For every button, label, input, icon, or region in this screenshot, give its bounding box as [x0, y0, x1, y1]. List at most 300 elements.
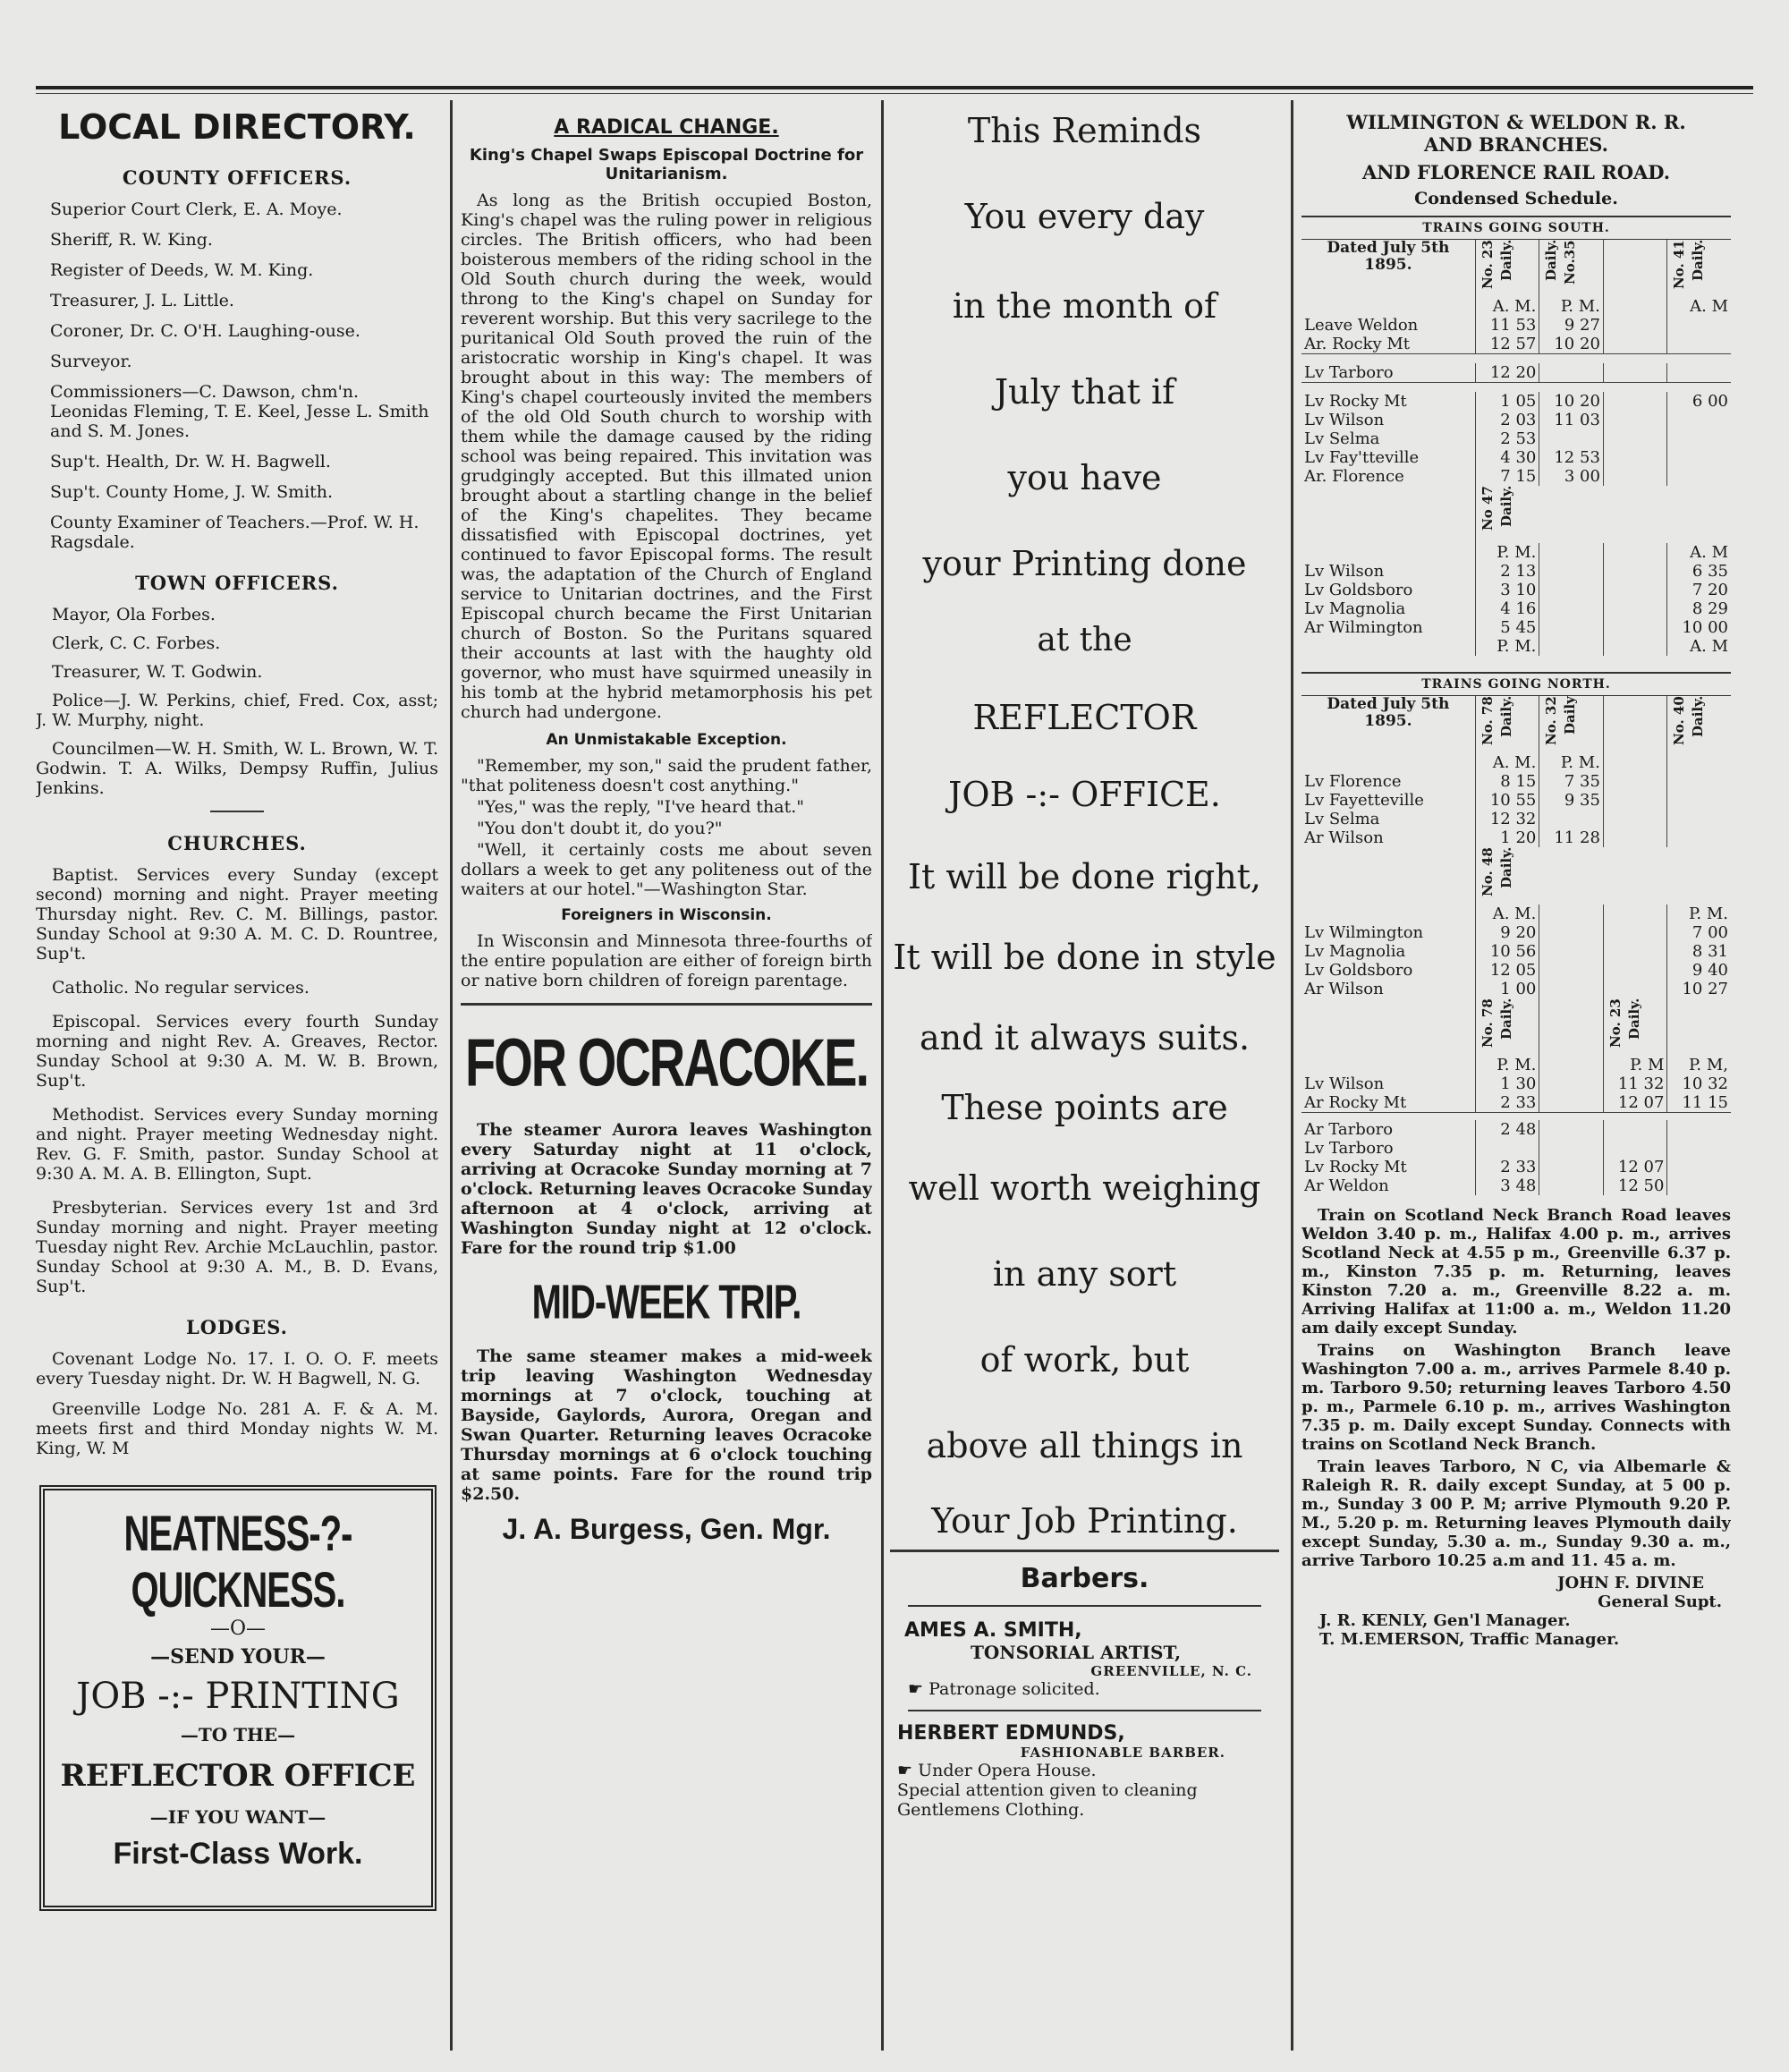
- burgess-signature: J. A. Burgess, Gen. Mgr.: [502, 1513, 831, 1545]
- table-cell: 3 48: [1475, 1176, 1539, 1195]
- table-cell: Lv Wilson: [1304, 562, 1385, 581]
- ad-neatness: NEATNESS-?-QUICKNESS.: [123, 1507, 352, 1618]
- county-item: Sheriff, R. W. King.: [50, 230, 213, 250]
- table-cell: Lv Tarboro: [1304, 363, 1394, 382]
- table-cell: 10 56: [1475, 942, 1539, 961]
- county-item: Treasurer, J. L. Little.: [50, 291, 234, 310]
- edmunds-name: HERBERT EDMUNDS,: [897, 1722, 1125, 1745]
- table-row: [1301, 828, 1731, 847]
- lodges-heading: LODGES.: [186, 1316, 288, 1338]
- table-header-row: [1301, 847, 1731, 904]
- reminder-line: REFLECTOR: [972, 698, 1197, 737]
- table-cell: Lv Magnolia: [1304, 599, 1406, 618]
- table-row: [1301, 618, 1731, 637]
- table-cell: [1301, 1056, 1475, 1074]
- table-row: [1301, 923, 1731, 942]
- table-cell: 2 48: [1475, 1120, 1539, 1139]
- ampm-cell: P. M.: [1539, 297, 1604, 316]
- table-cell: 4 16: [1475, 599, 1539, 618]
- town-item: Clerk, C. C. Forbes.: [52, 633, 221, 653]
- table-cell: A. M: [1667, 543, 1731, 562]
- table-cell: P. M.: [1475, 637, 1539, 656]
- table-cell: 10 55: [1475, 791, 1539, 810]
- reminder-line: in any sort: [992, 1254, 1177, 1294]
- table-cell: [1539, 904, 1604, 923]
- table-cell: 8 31: [1667, 942, 1731, 961]
- table-cell: Lv Wilmington: [1304, 923, 1424, 942]
- table-cell: [1539, 942, 1604, 961]
- column-header: No. 78 Daily.: [1479, 696, 1514, 745]
- churches-item: Baptist. Services every Sunday (except second) morning and night. Prayer meeting Thursday night. Rev. C. M. Billings, pastor. Sunday School at 9:30 A. M. C. D. Rountree, Sup't.: [36, 865, 438, 964]
- ampm-cell: A. M.: [1475, 297, 1539, 316]
- table-row: [1301, 1139, 1731, 1158]
- table-row: [1301, 942, 1731, 961]
- church-list: [36, 865, 438, 1296]
- table-cell: 8 29: [1667, 599, 1731, 618]
- table-header-row: [1301, 486, 1731, 543]
- table-cell: [1603, 599, 1667, 618]
- railroad-schedule-column: [1301, 100, 1731, 2051]
- wisconsin-body: In Wisconsin and Minnesota three-fourths of the entire population are either of foreign birth or native born children of foreign parentage.: [461, 931, 872, 990]
- rr-notes: [1301, 1206, 1731, 1570]
- ampm-row: [1301, 297, 1731, 316]
- spacer: [1301, 1113, 1731, 1121]
- county-heading: COUNTY OFFICERS.: [122, 166, 352, 189]
- table-cell: 9 35: [1539, 791, 1604, 810]
- reminder-line: These points are: [941, 1088, 1228, 1127]
- table-cell: Lv Selma: [1304, 429, 1380, 448]
- top-rule: [36, 86, 1753, 89]
- table-cell: Lv Goldsboro: [1304, 961, 1413, 980]
- table-cell: [1539, 637, 1604, 656]
- table-cell: [1475, 1139, 1539, 1158]
- table-row: [1301, 1056, 1731, 1074]
- table-cell: [1667, 810, 1731, 828]
- churches-item: Catholic. No regular services.: [52, 978, 309, 998]
- spacer: [1301, 354, 1731, 364]
- table-cell: [1539, 1056, 1604, 1074]
- column-rule-3: [1291, 100, 1293, 2051]
- column-header: Daily. No.35: [1543, 240, 1579, 284]
- ad-o: —O—: [209, 1618, 267, 1640]
- table-cell: [1539, 1074, 1604, 1093]
- column-rule-2: [881, 100, 884, 2051]
- edmunds-title: FASHIONABLE BARBER.: [1020, 1745, 1225, 1761]
- table-row: [1301, 316, 1731, 335]
- table-row: [1301, 637, 1731, 656]
- rr-title-2: AND BRANCHES.: [1424, 133, 1608, 156]
- table-cell: [1603, 392, 1667, 411]
- table-cell: 12 32: [1475, 810, 1539, 828]
- table-cell: 4 30: [1475, 448, 1539, 467]
- table-cell: Ar Rocky Mt: [1304, 1093, 1407, 1112]
- north-timetable: [1301, 696, 1731, 1195]
- rr-title-1: WILMINGTON & WELDON R. R.: [1346, 111, 1686, 133]
- column-header: No. 41 Daily.: [1671, 240, 1707, 289]
- table-row: [1301, 1176, 1731, 1195]
- table-cell: [1539, 581, 1604, 599]
- table-cell: 10 20: [1539, 335, 1604, 354]
- table-row: [1301, 363, 1731, 383]
- table-cell: [1603, 543, 1667, 562]
- table-cell: [1603, 316, 1667, 335]
- table-cell: 5 45: [1475, 618, 1539, 637]
- south-heading: TRAINS GOING SOUTH.: [1301, 216, 1731, 240]
- table-cell: 12 20: [1475, 363, 1539, 383]
- table-cell: 10 20: [1539, 392, 1604, 411]
- table-cell: 7 35: [1539, 772, 1604, 791]
- rr-sig-1: JOHN F. DIVINE: [1556, 1574, 1704, 1592]
- lodges-item: Covenant Lodge No. 17. I. O. O. F. meets every Tuesday night. Dr. W. H Bagwell, N. G.: [36, 1349, 438, 1388]
- reminder-line: of work, but: [979, 1340, 1190, 1380]
- local-directory-column: [36, 100, 438, 2051]
- table-cell: 7 15: [1475, 467, 1539, 486]
- rr-sig-3: J. R. KENLY, Gen'l Manager.: [1319, 1611, 1571, 1630]
- dialog-item: "Well, it certainly costs me about seven dollars a week to get any politeness out of the waiters at our hotel."—Washington Star.: [461, 840, 872, 899]
- table-cell: 1 20: [1475, 828, 1539, 847]
- reminder-line: It will be done right,: [907, 857, 1262, 896]
- table-cell: 11 53: [1475, 316, 1539, 335]
- table-cell: Lv Rocky Mt: [1304, 392, 1407, 411]
- table-row: [1301, 772, 1731, 791]
- radical-change-subtitle: King's Chapel Swaps Episcopal Doctrine for Unitarianism.: [469, 146, 864, 183]
- reminder-line: It will be done in style: [893, 938, 1276, 977]
- table-cell: Ar. Florence: [1304, 467, 1404, 486]
- table-cell: [1539, 980, 1604, 998]
- table-row: [1301, 411, 1731, 429]
- exception-heading: An Unmistakable Exception.: [546, 731, 787, 749]
- town-item: Police—J. W. Perkins, chief, Fred. Cox, asst; J. W. Murphy, night.: [36, 691, 438, 730]
- column-rule-1: [450, 100, 453, 2051]
- top-rule-thin: [36, 93, 1753, 94]
- table-cell: Lv Florence: [1304, 772, 1402, 791]
- table-cell: [1603, 1120, 1667, 1139]
- spacer: [1301, 383, 1731, 393]
- table-cell: [1539, 810, 1604, 828]
- ad-to-the: —TO THE—: [180, 1724, 296, 1745]
- table-cell: 10 00: [1667, 618, 1731, 637]
- table-cell: [1539, 1093, 1604, 1113]
- table-cell: [1603, 791, 1667, 810]
- divider: [890, 1550, 1279, 1552]
- column-header: No. 48 Daily.: [1479, 847, 1514, 896]
- table-header-row: [1301, 696, 1731, 753]
- table-cell: Ar Wilmington: [1304, 618, 1423, 637]
- table-cell: 11 28: [1539, 828, 1604, 847]
- table-cell: A. M.: [1475, 904, 1539, 923]
- table-cell: 3 00: [1539, 467, 1604, 486]
- ad-reflector-office: REFLECTOR OFFICE: [60, 1758, 416, 1794]
- table-cell: [1539, 429, 1604, 448]
- town-item: Mayor, Ola Forbes.: [52, 605, 216, 624]
- table-cell: [1603, 980, 1667, 998]
- town-heading: TOWN OFFICERS.: [135, 572, 339, 594]
- dialog-item: "Remember, my son," said the prudent father, "that politeness doesn't cost anything.": [461, 756, 872, 795]
- table-cell: [1539, 543, 1604, 562]
- table-cell: 10 32: [1667, 1074, 1731, 1093]
- table-cell: P. M,: [1667, 1056, 1731, 1074]
- ocracoke-body: The steamer Aurora leaves Washington every Saturday night at 11 o'clock, arriving at Ocracoke Sunday morning at 7 o'clock. Returning leaves Ocracoke Sunday afternoon at 4 o'clock, arriving at Washington Sunday night at 12 o'clock. Fare for the round trip $1.00: [461, 1120, 872, 1258]
- table-cell: 12 07: [1603, 1158, 1667, 1176]
- rr-subtitle: Condensed Schedule.: [1414, 189, 1618, 208]
- reminder-line: You every day: [964, 197, 1205, 236]
- county-list: [36, 200, 438, 552]
- table-cell: [1603, 828, 1667, 847]
- dated-cell: Dated July 5th 1895.: [1327, 695, 1450, 730]
- table-row: [1301, 1120, 1731, 1139]
- ampm-cell: A. M: [1667, 297, 1731, 316]
- table-cell: 12 53: [1539, 448, 1604, 467]
- table-cell: [1603, 1139, 1667, 1158]
- table-row: [1301, 562, 1731, 581]
- rr-sig-2: General Supt.: [1598, 1592, 1722, 1611]
- table-cell: 8 15: [1475, 772, 1539, 791]
- table-row: [1301, 448, 1731, 467]
- table-cell: [1667, 448, 1731, 467]
- table-cell: Ar Wilson: [1304, 828, 1384, 847]
- reminder-line: and it always suits.: [919, 1018, 1251, 1057]
- table-cell: [1667, 791, 1731, 810]
- table-cell: P. M.: [1475, 543, 1539, 562]
- table-cell: [1539, 562, 1604, 581]
- table-cell: [1603, 581, 1667, 599]
- table-cell: P. M.: [1539, 753, 1604, 772]
- table-cell: [1603, 429, 1667, 448]
- table-cell: [1539, 363, 1604, 383]
- wisconsin-heading: Foreigners in Wisconsin.: [561, 906, 772, 924]
- county-item: Register of Deeds, W. M. King.: [50, 260, 314, 280]
- reminder-line: your Printing done: [922, 544, 1247, 583]
- table-cell: [1667, 1158, 1731, 1176]
- radical-change-body: As long as the British occupied Boston, King's chapel was the ruling power in religious circles. The British officers, who had been boisterous members of the riding school in the Old South church during the week, would throng to the King's chapel on Sunday for reverent worship. But this very sacrilege to the puritanical Old South proved the ruin of the aristocratic worship in King's chapel. It was brought about in this way: The members of King's chapel courteously invited the members of the old Old South church to worship with them while the damage caused by the riding school was being repaired. This invitation was grudgingly accepted. But this illmated union brought about a startling change in the belief of the King's chapelites. They became dissatisfied with Episcopal doctrines, yet continued to favor Episcopal forms. The result was, the adaptation of the Church of England service to Unitarian doctrines, and the First Episcopal church became the First Unitarian church of Boston. So the Puritans squared their accounts at last with the haughty old governor, who must have squirmed uneasily in his tomb at the hybrid metamorphosis his pet church had undergone.: [461, 191, 872, 722]
- county-item: Commissioners—C. Dawson, chm'n. Leonidas Fleming, T. E. Keel, Jesse L. Smith and S. M. Jones.: [50, 382, 429, 441]
- table-cell: [1667, 828, 1731, 847]
- table-row: [1301, 467, 1731, 486]
- table-cell: P. M.: [1667, 904, 1731, 923]
- table-cell: [1603, 961, 1667, 980]
- table-cell: [1667, 467, 1731, 486]
- ad-job-printing: JOB -:- PRINTING: [76, 1676, 400, 1717]
- churches-heading: CHURCHES.: [167, 832, 307, 854]
- table-cell: 10 27: [1667, 980, 1731, 998]
- table-row: [1301, 791, 1731, 810]
- table-row: [1301, 1093, 1731, 1113]
- table-cell: 2 53: [1475, 429, 1539, 448]
- edmunds-place-line: [897, 1761, 1279, 1780]
- table-cell: Lv Goldsboro: [1304, 581, 1413, 599]
- table-cell: [1667, 1120, 1731, 1139]
- table-cell: Ar Tarboro: [1304, 1120, 1394, 1139]
- reminder-ad-lines: [890, 113, 1279, 1539]
- table-cell: [1539, 618, 1604, 637]
- table-cell: [1667, 363, 1731, 383]
- county-item: Superior Court Clerk, E. A. Moye.: [50, 200, 343, 219]
- table-row: [1301, 543, 1731, 562]
- dialog-item: "Yes," was the reply, "I've heard that.": [477, 797, 805, 817]
- north-heading: TRAINS GOING NORTH.: [1301, 672, 1731, 696]
- midweek-body: The same steamer makes a mid-week trip leaving Washington Wednesday mornings at 7 o'clock, touching at Bayside, Gaylords, Aurora, Oregan and Swan Quarter. Returning leaves Ocracoke Thursday mornings at 6 o'clock touching at same points. Fare for the round trip $2.50.: [461, 1346, 872, 1504]
- column-header: No. 32 Daily: [1543, 696, 1579, 745]
- table-row: [1301, 581, 1731, 599]
- divider: [461, 1003, 872, 1006]
- exception-dialog: [461, 756, 872, 899]
- table-cell: [1539, 599, 1604, 618]
- table-cell: Lv Tarboro: [1304, 1139, 1394, 1158]
- reminder-line: Your Job Printing.: [931, 1501, 1238, 1541]
- table-cell: [1603, 448, 1667, 467]
- reminder-line: JOB -:- OFFICE.: [948, 775, 1221, 814]
- table-cell: [1539, 923, 1604, 942]
- table-row: [1301, 980, 1731, 998]
- table-cell: 6 35: [1667, 562, 1731, 581]
- pointing-hand-icon: ☛: [908, 1679, 929, 1699]
- table-cell: 9 27: [1539, 316, 1604, 335]
- dated-cell: [1301, 847, 1475, 904]
- table-cell: 7 00: [1667, 923, 1731, 942]
- table-row: [1301, 904, 1731, 923]
- notes-item: Train on Scotland Neck Branch Road leaves Weldon 3.40 p. m., Halifax 4.00 p. m., arrives Scotland Neck at 4.55 p m., Greenville 6.37 p. m., Kinston 7.35 p. m. Returning, leaves Kinston 7.20 a. m., Greenville 8.22 a. m. Arriving Halifax at 11:00 a. m., Weldon 11.20 am daily except Sunday.: [1301, 1206, 1731, 1337]
- table-cell: [1667, 335, 1731, 354]
- churches-item: Methodist. Services every Sunday morning and night. Prayer meeting Wednesday night. Rev. G. F. Smith, pastor. Sunday School at 9:30 A. M. A. B. Ellington, Supt.: [36, 1105, 438, 1184]
- reminder-line: you have: [1007, 458, 1162, 497]
- table-cell: [1301, 904, 1475, 923]
- table-cell: [1603, 467, 1667, 486]
- reminder-line: above all things in: [926, 1426, 1243, 1465]
- table-cell: Lv Rocky Mt: [1304, 1158, 1407, 1176]
- table-cell: A. M.: [1475, 753, 1539, 772]
- table-cell: [1539, 1176, 1604, 1195]
- table-cell: 11 32: [1603, 1074, 1667, 1093]
- notes-item: Trains on Washington Branch leave Washington 7.00 a. m., arrives Parmele 8.40 p. m. Tarboro 9.50; returning leaves Tarboro 4.50 p. m., Parmele 6.10 p. m., arrives Washington 7.35 p. m. Daily except Sunday. Connects with trains on Scotland Neck Branch.: [1301, 1341, 1731, 1454]
- county-item: Coroner, Dr. C. O'H. Laughing-ouse.: [50, 321, 360, 341]
- table-cell: 7 20: [1667, 581, 1731, 599]
- edmunds-place: Under Opera House.: [918, 1761, 1097, 1780]
- column-header: No. 23 Daily.: [1479, 240, 1514, 289]
- table-cell: [1539, 961, 1604, 980]
- table-cell: [1667, 411, 1731, 429]
- notes-item: Train leaves Tarboro, N C, via Albemarle & Raleigh R. R. daily except Sunday, at 5 00 p. m., Sunday 3 00 P. M; arrive Plymouth 9.20 P. M., 5.20 p. m. Returning leaves Plymouth daily except Sunday, 5.30 a. m., Sunday 9.30 a. m., arrive Tarboro 10.25 a.m and 11. 45 a. m.: [1301, 1457, 1731, 1570]
- table-cell: Lv Magnolia: [1304, 942, 1406, 961]
- column-header: No. 78 Daily.: [1479, 998, 1514, 1048]
- column-header: No. 23 Daily.: [1607, 998, 1642, 1048]
- smith-name: AMES A. SMITH,: [904, 1619, 1082, 1642]
- table-cell: Ar Wilson: [1304, 980, 1384, 998]
- smith-note: [908, 1679, 1279, 1699]
- midweek-title: MID-WEEK TRIP.: [531, 1276, 801, 1329]
- table-cell: [1539, 1120, 1604, 1139]
- town-item: Councilmen—W. H. Smith, W. L. Brown, W. T. Godwin. T. A. Wilks, Dempsy Ruffin, Julius Jenkins.: [36, 739, 438, 798]
- table-cell: 12 57: [1475, 335, 1539, 354]
- table-cell: 12 07: [1603, 1093, 1667, 1113]
- reminder-ad-column: [890, 100, 1279, 2051]
- table-cell: 2 13: [1475, 562, 1539, 581]
- reminder-line: well worth weighing: [908, 1168, 1261, 1208]
- table-cell: [1667, 1139, 1731, 1158]
- table-cell: 11 03: [1539, 411, 1604, 429]
- table-cell: [1603, 335, 1667, 354]
- lodge-list: [36, 1349, 438, 1458]
- table-cell: Lv Wilson: [1304, 1074, 1385, 1093]
- table-row: [1301, 335, 1731, 354]
- smith-place: GREENVILLE, N. C.: [1090, 1663, 1252, 1679]
- table-cell: [1667, 429, 1731, 448]
- reminder-line: July that if: [994, 372, 1175, 412]
- table-row: [1301, 392, 1731, 411]
- table-cell: [1603, 772, 1667, 791]
- table-cell: [1603, 942, 1667, 961]
- ampm-cell: [1603, 297, 1667, 316]
- table-header-row: [1301, 240, 1731, 297]
- table-cell: 1 05: [1475, 392, 1539, 411]
- dated-cell: [1301, 486, 1475, 543]
- table-cell: A. M: [1667, 637, 1731, 656]
- smith-title: TONSORIAL ARTIST,: [971, 1642, 1182, 1663]
- ad-first-class: First-Class Work.: [113, 1837, 363, 1871]
- table-row: [1301, 961, 1731, 980]
- table-cell: [1667, 1176, 1731, 1195]
- table-cell: 1 00: [1475, 980, 1539, 998]
- town-item: Treasurer, W. T. Godwin.: [52, 662, 263, 682]
- directory-title: LOCAL DIRECTORY.: [58, 107, 416, 147]
- column-header: No. 40 Daily.: [1671, 696, 1707, 745]
- table-cell: 2 03: [1475, 411, 1539, 429]
- ocracoke-title: FOR OCRACOKE.: [465, 1023, 868, 1100]
- divider: [908, 1605, 1261, 1607]
- table-row: [1301, 429, 1731, 448]
- article-column: [461, 100, 872, 2051]
- table-cell: [1603, 618, 1667, 637]
- table-cell: P. M: [1603, 1056, 1667, 1074]
- town-list: [36, 605, 438, 798]
- table-cell: [1667, 753, 1731, 772]
- table-cell: [1301, 543, 1475, 562]
- barbers-heading: Barbers.: [1020, 1563, 1149, 1594]
- reminder-line: in the month of: [952, 286, 1217, 326]
- reminder-line: at the: [1037, 622, 1132, 658]
- column-header: No 47 Daily.: [1479, 486, 1514, 531]
- south-timetable: [1301, 240, 1731, 656]
- table-cell: [1603, 562, 1667, 581]
- table-cell: Leave Weldon: [1304, 316, 1419, 335]
- rr-sig-4: T. M.EMERSON, Traffic Manager.: [1319, 1630, 1620, 1649]
- table-cell: 2 33: [1475, 1093, 1539, 1113]
- table-header-row: [1301, 998, 1731, 1056]
- table-row: [1301, 599, 1731, 618]
- table-cell: [1301, 637, 1475, 656]
- divider: [210, 811, 264, 812]
- table-cell: [1667, 316, 1731, 335]
- table-cell: Ar. Rocky Mt: [1304, 335, 1411, 353]
- table-row: [1301, 1074, 1731, 1093]
- county-item: Sup't. Health, Dr. W. H. Bagwell.: [50, 452, 331, 471]
- ad-if-you-want: —IF YOU WANT—: [149, 1806, 326, 1828]
- dated-cell: [1301, 998, 1475, 1056]
- reminder-line: This Reminds: [967, 111, 1202, 150]
- table-cell: 12 50: [1603, 1176, 1667, 1195]
- table-cell: [1603, 904, 1667, 923]
- table-cell: 11 15: [1667, 1093, 1731, 1113]
- edmunds-note: Special attention given to cleaning Gentlemens Clothing.: [897, 1780, 1198, 1820]
- table-cell: 9 20: [1475, 923, 1539, 942]
- printing-ad-box: [39, 1485, 437, 1911]
- pointing-hand-icon: ☛: [897, 1761, 919, 1780]
- lodges-item: Greenville Lodge No. 281 A. F. & A. M. meets first and third Monday nights W. M. King, W. M: [36, 1399, 438, 1458]
- table-cell: [1603, 637, 1667, 656]
- table-cell: [1603, 753, 1667, 772]
- table-cell: 3 10: [1475, 581, 1539, 599]
- table-cell: Ar Weldon: [1304, 1176, 1389, 1195]
- table-cell: Lv Selma: [1304, 810, 1380, 828]
